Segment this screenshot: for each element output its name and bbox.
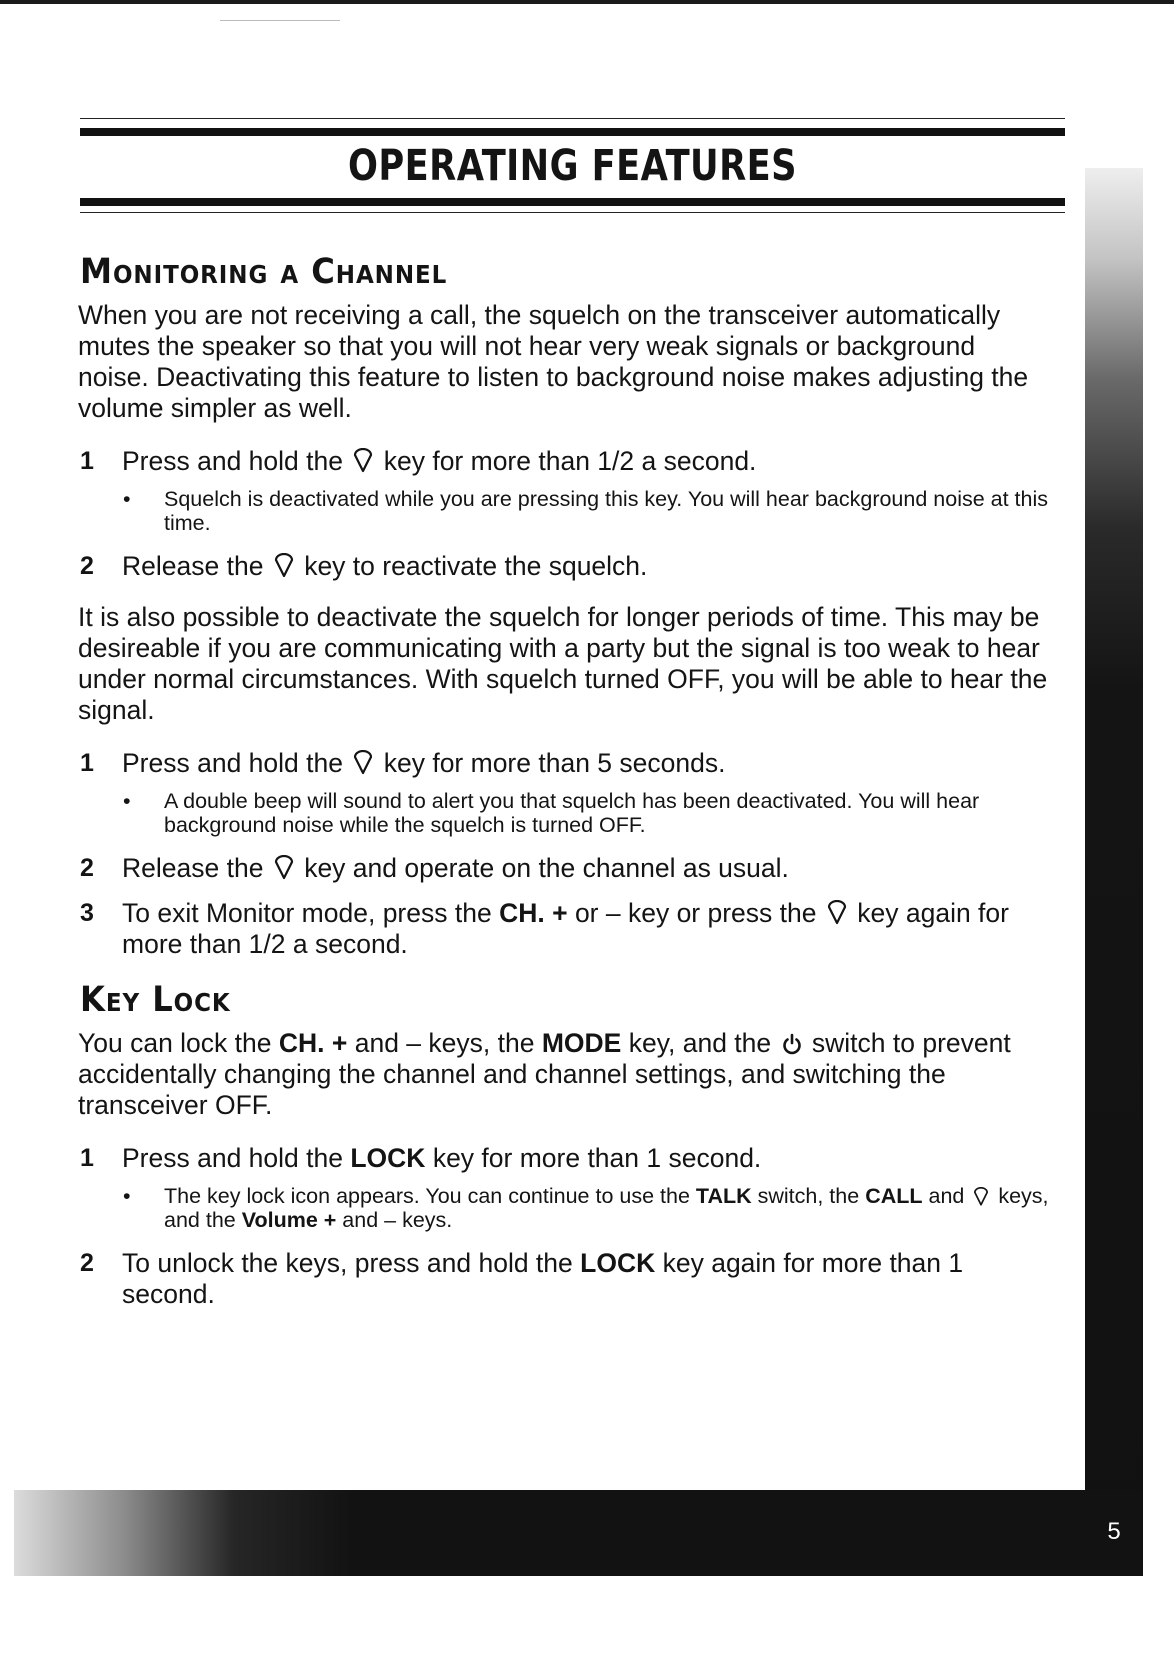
- step-lock-2: [78, 1248, 1053, 1310]
- section-heading-key-lock: Key Lock: [80, 980, 231, 1020]
- step-text-post: key for more than 1/2 a second.: [383, 446, 757, 476]
- step-number: 3: [80, 899, 94, 927]
- text: The key lock icon appears. You can continue to use the: [164, 1184, 690, 1208]
- step-number: 1: [80, 447, 94, 475]
- step-text-pre: To exit Monitor mode, press the: [122, 898, 492, 928]
- bottom-edge-band: [14, 1490, 1143, 1576]
- lock-key-label: LOCK: [350, 1143, 426, 1173]
- ch-plus-key-label: CH. +: [278, 1028, 348, 1058]
- monitor-key-icon: [273, 855, 295, 881]
- step-lock-1-note: [78, 1184, 1053, 1232]
- monitor-key-icon: [826, 900, 848, 926]
- ch-plus-key-label: CH. +: [499, 898, 568, 928]
- step-number: 2: [80, 1249, 94, 1277]
- page-top-edge: [0, 0, 1174, 4]
- page-title: OPERATING FEATURES: [348, 141, 797, 191]
- talk-switch-label: TALK: [695, 1184, 752, 1208]
- step-text-pre: To unlock the keys, press and hold the: [122, 1248, 573, 1278]
- title-rule-top-thin: [80, 118, 1065, 119]
- step-text-pre: Release the: [122, 853, 264, 883]
- text: and – keys.: [342, 1208, 453, 1232]
- text: and – keys, the: [354, 1028, 535, 1058]
- step-number: 1: [80, 749, 94, 777]
- monitor-key-icon: [352, 448, 374, 474]
- step-text-post: key for more than 5 seconds.: [383, 748, 726, 778]
- step-a2: [78, 551, 1053, 582]
- text: switch, the: [757, 1184, 860, 1208]
- monitor-key-icon: [273, 553, 295, 579]
- monitor-key-icon: [352, 750, 374, 776]
- step-number: 2: [80, 854, 94, 882]
- lock-key-label: LOCK: [580, 1248, 656, 1278]
- right-edge-band: [1085, 168, 1143, 1576]
- step-b1: [78, 748, 1053, 779]
- bullet-text: Squelch is deactivated while you are pressing this key. You will hear background noise at this time.: [164, 487, 1049, 535]
- section-heading-monitoring: Monitoring a Channel: [80, 252, 448, 292]
- step-text-post: key for more than 1 second.: [432, 1143, 762, 1173]
- title-rule-bottom-thin: [80, 212, 1065, 213]
- monitor-key-icon: [972, 1187, 990, 1207]
- text: switch to prevent accidentally changing the channel and channel settings, and switching the transceiver OFF.: [78, 1028, 1011, 1120]
- step-text-post: key again for more than 1 second.: [122, 1248, 964, 1309]
- monitoring-intro: When you are not receiving a call, the squelch on the transceiver automatically mutes the speaker so that you will not hear very weak signals or background noise. Deactivating this feature to listen to background noise makes adjusting the volume simpler as well.: [78, 300, 1029, 423]
- step-text-pre: Press and hold the: [122, 748, 343, 778]
- call-key-label: CALL: [865, 1184, 923, 1208]
- power-icon: [781, 1033, 803, 1055]
- title-rule-bottom-thick: [80, 198, 1065, 206]
- monitoring-middle: It is also possible to deactivate the squelch for longer periods of time. This may be desireable if you are communicating with a party but the signal is too weak to hear under normal circumstances. With squelch turned OFF, you will be able to hear the signal.: [78, 602, 1048, 725]
- step-a1: [78, 446, 1053, 477]
- page-number: 5: [1107, 1518, 1121, 1545]
- text: You can lock the: [78, 1028, 272, 1058]
- volume-plus-key-label: Volume +: [241, 1208, 337, 1232]
- step-number: 1: [80, 1144, 94, 1172]
- step-text-post: key and operate on the channel as usual.: [304, 853, 789, 883]
- text: and: [928, 1184, 965, 1208]
- step-a1-note: [78, 487, 1053, 535]
- bullet-dot: •: [123, 789, 131, 813]
- scan-smudge: [220, 20, 340, 21]
- text: keys, and the: [164, 1184, 1049, 1232]
- mode-key-label: MODE: [541, 1028, 622, 1058]
- step-number: 2: [80, 552, 94, 580]
- step-text-post: key to reactivate the squelch.: [304, 551, 648, 581]
- step-text-pre: Press and hold the: [122, 446, 343, 476]
- step-lock-1: [78, 1143, 1053, 1174]
- bullet-dot: •: [123, 487, 131, 511]
- step-text-pre: Press and hold the: [122, 1143, 343, 1173]
- step-text-mid: or – key or press the: [574, 898, 817, 928]
- step-b1-note: [78, 789, 1053, 837]
- key-lock-intro: [78, 1028, 1053, 1121]
- bullet-dot: •: [123, 1184, 131, 1208]
- title-rule-top-thick: [80, 128, 1065, 136]
- page-content: [78, 252, 1053, 1324]
- bullet-text: A double beep will sound to alert you that squelch has been deactivated. You will hear background noise while the squelch is turned OFF.: [164, 789, 980, 837]
- step-b2: [78, 853, 1053, 884]
- step-text-post: key again for more than 1/2 a second.: [122, 898, 1009, 959]
- step-text-pre: Release the: [122, 551, 264, 581]
- text: key, and the: [628, 1028, 772, 1058]
- step-b3: [78, 898, 1053, 960]
